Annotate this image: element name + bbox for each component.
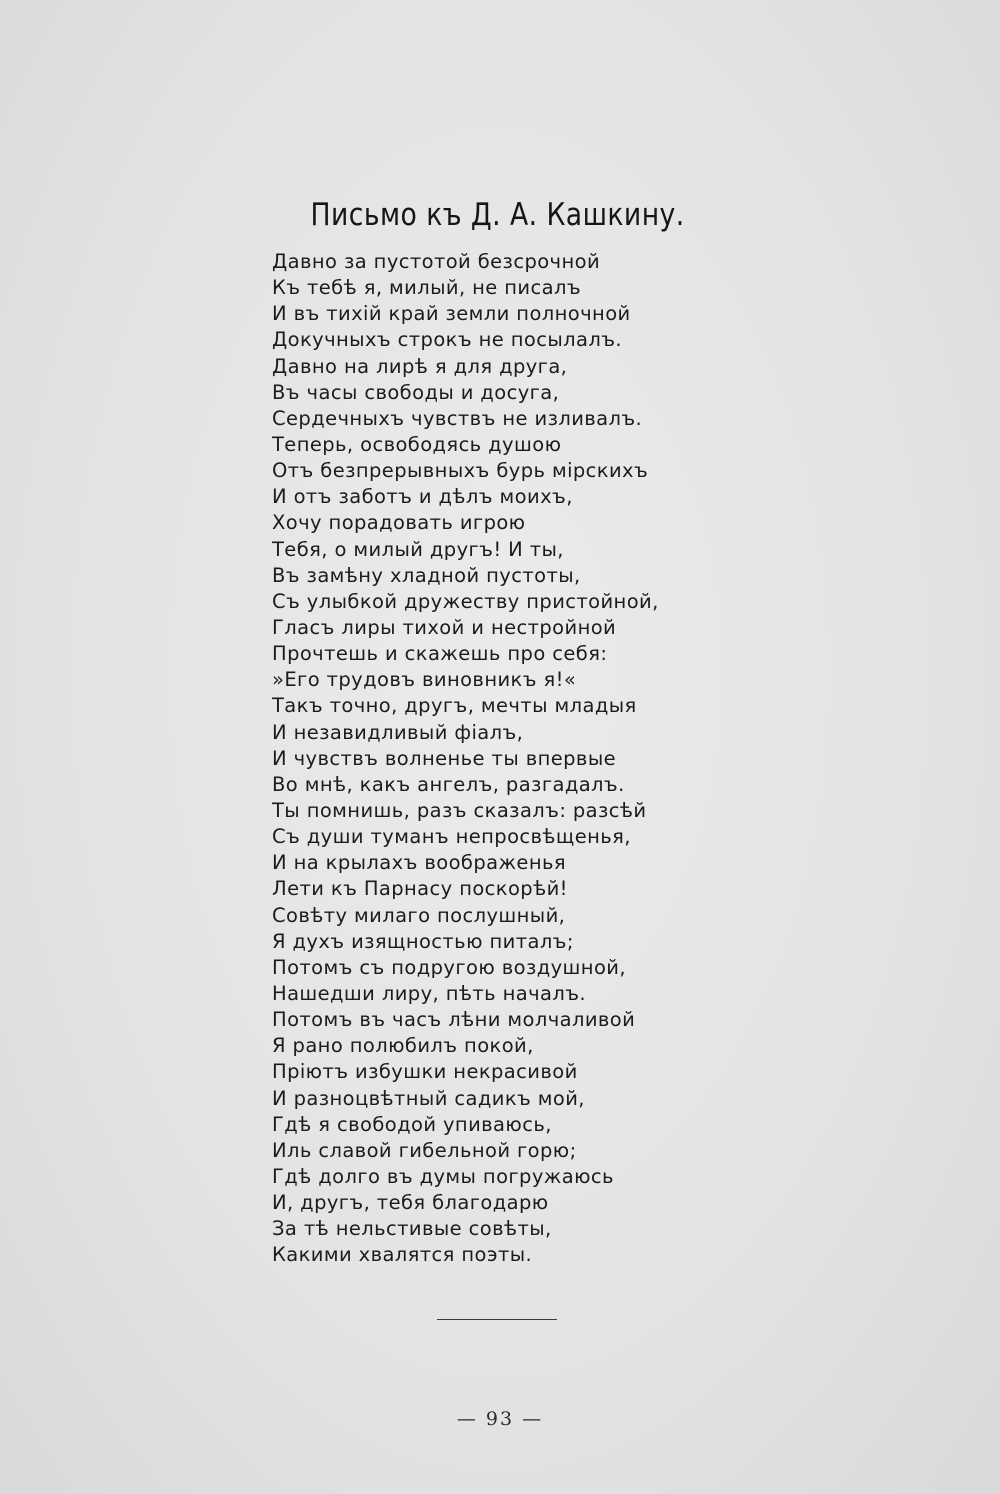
page-number: — 93 — [456, 1408, 544, 1430]
poem-line: Гласъ лиры тихой и нестройной [272, 615, 617, 639]
poem-line: И отъ заботъ и дѣлъ моихъ, [272, 485, 573, 509]
poem-line: И незавидливый фіалъ, [272, 720, 524, 744]
poem-line: И разноцвѣтный садикъ мой, [272, 1086, 585, 1110]
poem-line: Гдѣ я свободой упиваюсь, [272, 1112, 552, 1136]
poem-line: Съ души туманъ непросвѣщенья, [272, 825, 631, 849]
poem-line: »Его трудовъ виновникъ я!« [272, 668, 577, 692]
poem-line: И чувствъ волненье ты впервые [272, 746, 617, 770]
poem-line: Какими хвалятся поэты. [272, 1243, 533, 1267]
poem-line: Къ тебѣ я, милый, не писалъ [272, 276, 582, 300]
poem-line: Гдѣ долго въ думы погружаюсь [272, 1164, 614, 1188]
poem-line: Отъ безпрерывныхъ бурь мірскихъ [272, 459, 649, 483]
poem-line: Потомъ съ подругою воздушной, [272, 955, 626, 979]
poem-line: Прочтешь и скажешь про себя: [272, 642, 608, 666]
poem-line: Давно за пустотой безсрочной [272, 250, 601, 273]
poem-line: Тебя, о милый другъ! И ты, [272, 537, 564, 561]
poem-line: Нашедши лиру, пѣть началъ. [272, 981, 587, 1005]
poem-line: Потомъ въ часъ лѣни молчаливой [272, 1008, 636, 1032]
poem-line: Во мнѣ, какъ ангелъ, разгадалъ. [272, 772, 625, 796]
poem-title: Письмо къ Д. А. Кашкину. [310, 196, 685, 233]
poem-line: За тѣ нельстивые совѣты, [272, 1217, 552, 1241]
poem-line: Хочу порадовать игрою [272, 511, 526, 535]
poem-line: Съ улыбкой дружеству пристойной, [272, 589, 659, 613]
poem-line: Давно на лирѣ я для друга, [272, 354, 568, 378]
poem-line: И, другъ, тебя благодарю [272, 1191, 549, 1215]
poem-line: Я духъ изящностью питалъ; [272, 929, 574, 953]
poem-body [272, 249, 752, 1268]
closing-rule [437, 1319, 557, 1320]
poem-line: Теперь, освободясь душою [272, 432, 562, 456]
poem-line: Лети къ Парнасу поскорѣй! [272, 877, 568, 901]
poem-line: Я рано полюбилъ покой, [272, 1034, 534, 1058]
poem-line: Совѣту милаго послушный, [272, 903, 566, 927]
poem-line: Такъ точно, другъ, мечты младыя [272, 694, 637, 718]
poem-line: Сердечныхъ чувствъ не изливалъ. [272, 406, 643, 430]
poem-line: И въ тихій край земли полночной [272, 302, 631, 326]
poem-line: Ты помнишь, разъ сказалъ: разсѣй [272, 798, 647, 822]
poem-line: Докучныхъ строкъ не посылалъ. [272, 328, 623, 352]
poem-line: Въ часы свободы и досуга, [272, 380, 560, 404]
poem-line: Иль славой гибельной горю; [272, 1138, 577, 1162]
poem-line: Въ замѣну хладной пустоты, [272, 563, 581, 587]
poem-line: И на крылахъ воображенья [272, 851, 567, 875]
poem-line: Пріютъ избушки некрасивой [272, 1060, 578, 1084]
